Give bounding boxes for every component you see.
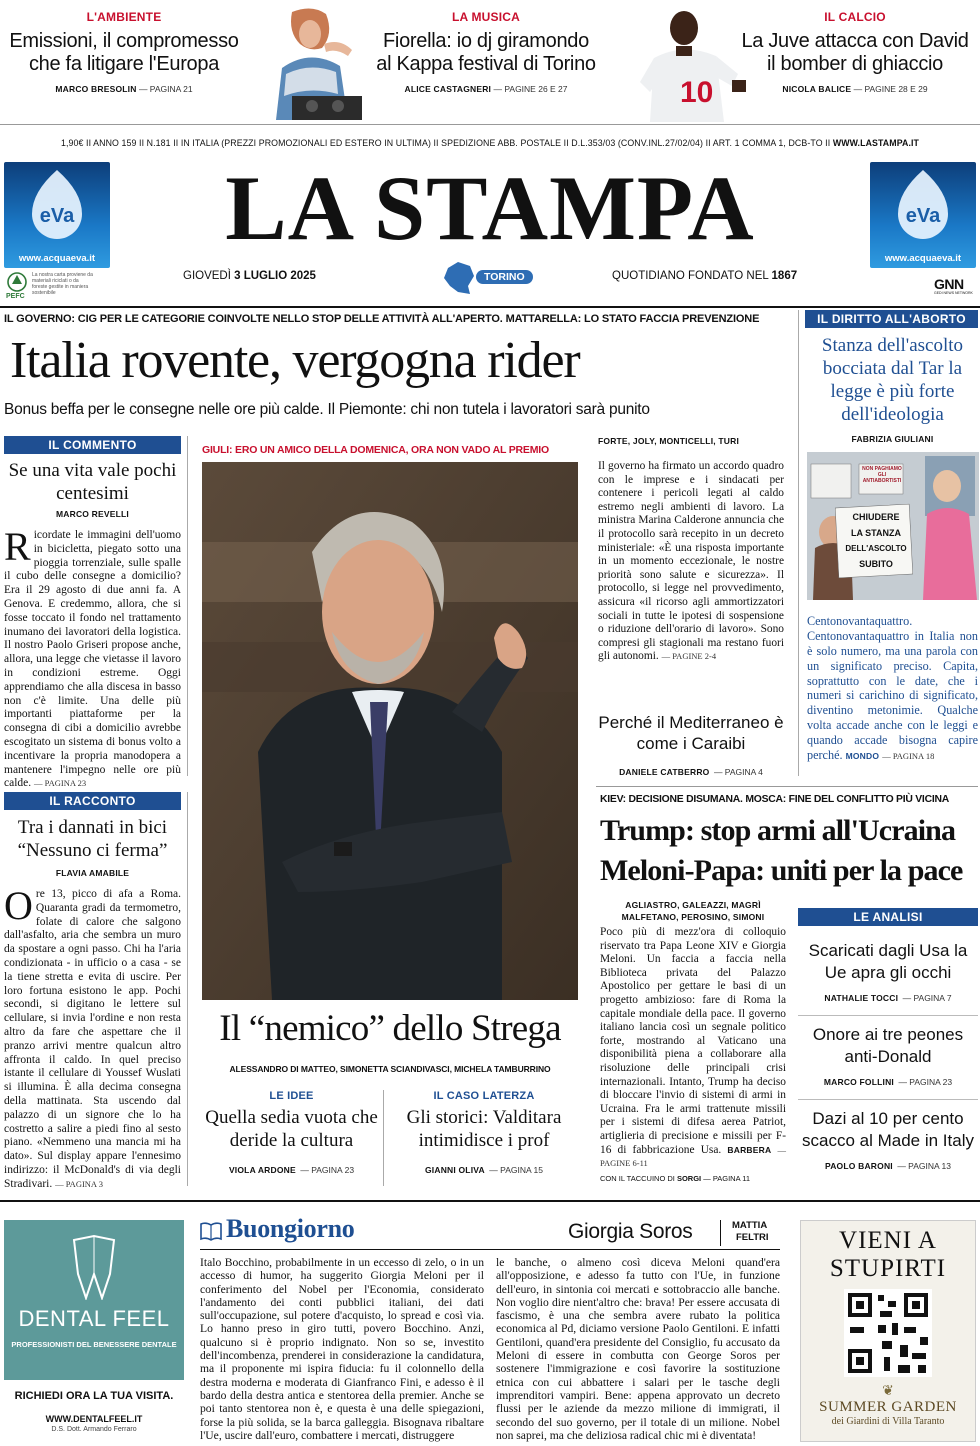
sign-line-3: DELL'ASCOLTO: [845, 544, 907, 553]
racconto-body: re 13, picco di afa a Roma. Quaranta gradi da termometro, folate di calore che salgono dall'asfalto, aria che sembra un muro da spostare a ogni passo. Chi ha l'aria condizionata - in ufficio o a casa - se la tiene stretta e evita di uscire. Per loro fortuna esistono le app. Pochi secondi, si digitano le lettere sul cellulare, si invia l'ordine e non resta altro da fare che aspettare che il pranzo arrivi mentre qualcun altro affronta il caldo. In quel preciso istante il cellulare di Youssef Wuslati si illumina. È alla decima consegna della mattinata. Sta uscendo dal palazzo di un signore che lo ha costretto a salire a piedi fino al sesto piano. «Nemmeno una mancia mi ha dato». Sul display appare l'ennesimo indirizzo: il McDonald's di via degli Stradivari.: [4, 888, 181, 1190]
analisi-sep: [798, 1015, 978, 1016]
idee-author: VIOLA ARDONE: [228, 1165, 296, 1175]
ukraine-headline-1[interactable]: Trump: stop armi all'Ucraina: [600, 814, 956, 847]
pefc-block: [4, 272, 104, 302]
masthead-divider: [0, 306, 980, 308]
pefc-text: La nostra carta proviene da materiali riciclati o da foreste gestite in maniera sostenibile: [32, 272, 93, 296]
analisi-item-1[interactable]: [798, 940, 978, 1006]
commento-box[interactable]: [4, 436, 188, 790]
teaser-kicker: LA MUSICA: [451, 10, 521, 24]
garden-line-1: VIENI A: [839, 1227, 937, 1254]
analisi-title: Onore ai tre peones anti-Donald: [812, 1025, 964, 1066]
eva-logo-icon: [4, 162, 110, 248]
garden-brand: SUMMER GARDEN: [819, 1399, 957, 1415]
racconto-page: — PAGINA 3: [55, 1178, 103, 1189]
buongiorno-col-1: Italo Bocchino, probabilmente in un eccesso di zelo, o in un accesso di humor, ha suggerito Giorgia Meloni per il conferimento del Nobel per l'Economia, considerato l'andamento dei conti pubblici italiani, dei dati sull'occupazione, sul potere d'acquisto, lo spread e così via. Lo hanno preso in giro tutti, povero Bocchino. Anzi, qualcuno si è proprio indignato. Non so se, investito dell'incombenza, prenderei in considerazione la candidatura, ma il proponente mi ispira fiducia: fu il colonnello della destra moderna e moderata di Gianfranco Fini, e adesso è il bardo della destra antica e stentorea della premier. Anche se poi tanto stentorea non è, e questa è una delle spiegazioni, forse la più solida, se la barca galleggia. Bisognava ribaltare l'Ue, uscire dall'euro, combattere i mercati, distruggere: [200, 1256, 484, 1442]
ukraine-author-end: BARBERA: [727, 1144, 772, 1155]
aborto-title: Stanza dell'ascolto bocciata dal Tar la legge è più forte dell'ideologia: [821, 335, 964, 425]
buongiorno-subject: Giorgia Soros: [568, 1220, 693, 1243]
buongiorno-author-1: MATTIA: [732, 1220, 768, 1231]
site-link[interactable]: WWW.LASTAMPA.IT: [832, 138, 920, 148]
edition-block[interactable]: [440, 258, 540, 298]
buongiorno-col-2: le banche, o almeno così diceva Meloni quand'era all'opposizione, e adesso fa tutto con l'Ue, in funzione dell'euro, in sintonia coi mercati e sottobraccio alle banche. Non voglio dire nient'altro che: brava! Per essere accusata di fascismo, è una che sembra avere rubato la politica economica al Pd, diciamo versione Paolo Gentiloni. E infatti Gentiloni, quand'era presidente del Consiglio, fu accusato da Meloni di essere in combutta con George Soros per sostenere l'immigrazione e così favorire la sostituzione etnica con cui abbattere i salari per le tasche degli imprenditori vampiri. Bene: appena approvato un decreto flussi per le aziende da mezzo milione di immigrati, il secondo del suo governo, per il totale di un milione. Nobel non saprei, ma che deliziosa radical chic mi è diventata!: [496, 1256, 780, 1442]
teaser-page: — PAGINE 28 E 29: [853, 84, 928, 94]
ad-summer-garden[interactable]: [800, 1220, 976, 1442]
info-line: [40, 138, 940, 148]
aborto-author: FABRIZIA GIULIANI: [851, 434, 934, 444]
lead-text: [598, 460, 784, 664]
analisi-title: Scaricati dagli Usa la Ue apra gli occhi: [808, 941, 968, 982]
founded-label: QUOTIDIANO FONDATO NEL: [612, 270, 769, 282]
masthead-date: [183, 270, 316, 282]
aborto-author2: MONDO: [845, 750, 880, 761]
taccuino-prefix: CON IL TACCUINO DI: [600, 1173, 675, 1183]
teaser-title: Fiorella: io dj giramondo al Kappa festival di Torino: [376, 30, 596, 75]
lead-subtitle: Bonus beffa per le consegne nelle ore più calde. Il Piemonte: chi non tutela i lavoratori sarà punito: [4, 401, 650, 418]
dental-dir: D.S. Dott. Armando Ferraro: [51, 1426, 137, 1433]
mediterraneo-box[interactable]: [596, 712, 786, 778]
mediterraneo-page: — PAGINA 4: [713, 767, 763, 777]
pefc-label: PEFC: [6, 293, 25, 300]
ad-eva-right[interactable]: [870, 162, 976, 268]
sign-small: NON PAGHIAMO GLI ANTIABORTISTI: [862, 466, 902, 484]
info-text: 1,90€ II ANNO 159 II N.181 II IN ITALIA (PREZZI PROMOZIONALI ED ESTERO IN ULTIMA) II SPEDIZIONE ABB. POSTALE II D.L.353/03 (CONV.INL.27/02/04) II ART. 1 COMMA 1, DCB-TO II: [60, 138, 831, 148]
aborto-box[interactable]: [798, 310, 978, 776]
tooth-feather-icon: [64, 1234, 124, 1300]
teaser-title: La Juve attacca con David il bomber di ghiaccio: [741, 30, 969, 75]
dental-brand: DENTAL FEEL: [18, 1306, 170, 1331]
ukraine-text: [600, 926, 786, 1171]
teaser-page: — PAGINE 26 E 27: [493, 84, 568, 94]
idee-label: LE IDEE: [269, 1090, 314, 1102]
sign-line-2: LA STANZA: [851, 528, 901, 538]
taccuino-page: — PAGINA 11: [703, 1173, 751, 1183]
analisi-author: MARCO FOLLINI: [823, 1077, 894, 1087]
eva-brand: eVa: [39, 205, 75, 227]
date-weekday: GIOVEDÌ: [183, 270, 231, 282]
top-divider: [0, 124, 980, 125]
buongiorno-sep: [720, 1220, 721, 1246]
analisi-author: PAOLO BARONI: [824, 1161, 893, 1171]
strega-headline[interactable]: Il “nemico” dello Strega: [219, 1008, 561, 1049]
commento-title: Se una vita vale pochi centesimi: [8, 460, 177, 504]
buongiorno-author-2: FELTRI: [736, 1232, 769, 1243]
racconto-label: IL RACCONTO: [4, 792, 181, 810]
qr-code-icon: [844, 1289, 932, 1377]
analisi-author: NATHALIE TOCCI: [824, 993, 899, 1003]
garden-leaf-icon: ❦: [882, 1382, 894, 1398]
pefc-tree-icon: [6, 272, 28, 292]
lead-authors: FORTE, JOLY, MONTICELLI, TURI: [598, 436, 740, 446]
jersey-number: 10: [680, 76, 714, 109]
idee-page: — PAGINA 23: [300, 1165, 355, 1175]
buongiorno-header: [200, 1214, 780, 1250]
racconto-box[interactable]: [4, 792, 188, 1190]
laterza-label: IL CASO LATERZA: [433, 1090, 535, 1102]
masthead-title[interactable]: LA STAMPA: [225, 157, 755, 259]
analisi-page: — PAGINA 13: [897, 1161, 952, 1171]
commento-text: [4, 524, 181, 791]
idee-title: Quella sedia vuota che deride la cultura: [205, 1107, 378, 1151]
ukraine-body: Poco più di mezz'ora di colloquio riservato tra Papa Leone XIV e Giorgia Meloni. Un faccia a faccia nella Biblioteca privata del Palazzo Apostolico per gettare le basi di un progetto ambizioso: fare di Roma la capitale mondiale della pace. Il governo italiano lancia così un segnale politico forte, mostrando al Vaticano una disponibilità piena a collaborare alla risoluzione delle principali crisi internazionali. Intanto, Trump ha deciso di bloccare l'invio di sistemi di armi in Ucraina. Fra le armi trattenute missili per i sistemi di difesa aerea Patriot, artiglieria di precisione e missili per F-16 di fabbricazione Usa.: [600, 926, 786, 1156]
lead-headline[interactable]: Italia rovente, vergogna rider: [10, 332, 580, 389]
teaser-author: MARCO BRESOLIN: [55, 84, 137, 94]
analisi-title: Dazi al 10 per cento scacco al Made in Italy: [802, 1109, 974, 1150]
racconto-title: Tra i dannati in bici “Nessuno ci ferma”: [17, 817, 168, 861]
teaser-page: — PAGINA 21: [138, 84, 193, 94]
aborto-label: IL DIRITTO ALL'ABORTO: [805, 310, 978, 328]
eva-url: www.acquaeva.it: [18, 253, 96, 264]
analisi-sep: [798, 1099, 978, 1100]
analisi-item-3[interactable]: [798, 1108, 978, 1174]
commento-dropcap: R: [4, 524, 31, 569]
ukraine-article[interactable]: [600, 900, 786, 1188]
commento-label: IL COMMENTO: [4, 436, 181, 454]
gnn-sub: GEDI NEWS NETWORK: [934, 291, 973, 295]
gnn-label: GNN: [934, 276, 964, 292]
idee-box[interactable]: [200, 1090, 384, 1186]
garden-line-2: STUPIRTI: [829, 1255, 947, 1282]
top-teaser-ambiente[interactable]: [0, 6, 248, 104]
ad-eva-left[interactable]: [4, 162, 110, 268]
analisi-label: LE ANALISI: [798, 908, 978, 926]
garden-sub: dei Giardini di Villa Taranto: [831, 1416, 945, 1427]
teaser-author: ALICE CASTAGNERI: [404, 84, 492, 94]
lead-article[interactable]: [598, 436, 784, 692]
teaser-title: Emissioni, il compromesso che fa litigare l'Europa: [9, 30, 239, 75]
aborto-page: — PAGINA 18: [882, 750, 935, 761]
bottom-divider: [0, 1200, 980, 1202]
analisi-box: [798, 908, 978, 1186]
dental-tagline: PROFESSIONISTI DEL BENESSERE DENTALE: [11, 1340, 177, 1349]
ukraine-divider: [596, 786, 978, 787]
lead-kicker: IL GOVERNO: CIG PER LE CATEGORIE COINVOLTE NELLO STOP DELLE ATTIVITÀ ALL'APERTO. MATTARELLA: LO STATO FACCIA PREVENZIONE: [4, 313, 760, 325]
ukraine-headline-2[interactable]: Meloni-Papa: uniti per la pace: [600, 854, 963, 887]
lead-body: Il governo ha firmato un accordo quadro con le imprese e i sindacati per contenere i pericoli legati al caldo estremo negli ambienti di lavoro. La ministra Marina Calderone annuncia che il protocollo sarà recepito in un decreto ministeriale: «È una risposta importante in un momento eccezionale, le nostre priorità sono salute e sicurezza». Il protocollo, si legge nel provvedimento, assicura «il ricorso agli ammortizzatori sociali in tutte le ipotesi di sospensione o riduzione dell'orario di lavoro». Sono compresi gli stagionali ma restano fuori gli autonomi.: [598, 460, 784, 663]
taccuino-author: SORGI: [676, 1173, 702, 1183]
racconto-author: FLAVIA AMABILE: [55, 868, 130, 878]
aborto-body: Centonovantaquattro. Centonovantaquattro in Italia non è solo numero, ma una parola con un significato preciso. Capita, soprattutto con le date, che i numeri si carichino di significato, diventino metonimie. Qualche volta accade anche con le leggi e quando accade bisogna capire perché.: [807, 614, 978, 762]
teaser-kicker: IL CALCIO: [824, 10, 886, 24]
sign-line-4: SUBITO: [859, 559, 893, 569]
buongiorno-column[interactable]: [200, 1214, 780, 1444]
musician-photo: [252, 4, 370, 120]
masthead-founded: [612, 270, 797, 282]
date-value: 3 LUGLIO 2025: [234, 270, 316, 282]
founded-year: 1867: [771, 270, 798, 282]
giuli-photo: [202, 462, 578, 1000]
ukraine-authors-2: MALFETANO, PEROSINO, SIMONI: [621, 912, 765, 922]
top-teaser-calcio[interactable]: [730, 6, 980, 104]
ukraine-authors-1: AGLIASTRO, GALEAZZI, MAGRÌ: [625, 900, 761, 910]
laterza-page: — PAGINA 15: [489, 1165, 543, 1175]
gnn-logo: [934, 276, 978, 295]
buongiorno-title: Buongiorno: [226, 1214, 355, 1243]
aborto-text: [807, 614, 978, 763]
dental-url: WWW.DENTALFEEL.IT: [45, 1414, 143, 1424]
ukraine-kicker: KIEV: DECISIONE DISUMANA. MOSCA: FINE DEL CONFLITTO PIÙ VICINA: [600, 794, 949, 805]
laterza-title: Gli storici: Valditara intimidisce i prof: [406, 1107, 562, 1151]
strega-authors: ALESSANDRO DI MATTEO, SIMONETTA SCIANDIVASCI, MICHELA TAMBURRINO: [229, 1064, 551, 1074]
analisi-page: — PAGINA 23: [898, 1077, 953, 1087]
mediterraneo-author: DANIELE CATBERRO: [619, 767, 710, 777]
ad-dental-feel[interactable]: [4, 1220, 184, 1442]
commento-author: MARCO REVELLI: [56, 509, 129, 519]
analisi-item-2[interactable]: [798, 1024, 978, 1090]
racconto-text: [4, 883, 181, 1192]
laterza-author: GIANNI OLIVA: [424, 1165, 485, 1175]
strega-kicker: GIULI: ERO UN AMICO DELLA DOMENICA, ORA NON VADO AL PREMIO: [202, 444, 549, 456]
racconto-dropcap: O: [4, 883, 33, 928]
laterza-box[interactable]: [390, 1090, 578, 1186]
sign-line-1: CHIUDERE: [852, 512, 900, 522]
mediterraneo-title: Perché il Mediterraneo è come i Caraibi: [598, 713, 784, 753]
commento-body: icordate le immagini dell'uomo in bicicletta, piegato sotto una pioggia torrenziale, sulle spalle il cubo delle consegne a domicilio? Era il 29 agosto di due anni fa. A Genova. E credemmo, allora, che si fosse toccato il fondo nel trattamento inumano dei lavoratori della logistica. Il nostro Paolo Griseri propose anche, allora, una legge che vietasse il lavoro in condizioni estreme. Oggi apprendiamo che alla discesa in basso non c'è limite. Una delle più importanti piattaforme per la consegna di cibi a domicilio avrebbe escogitato un sistema di bonus volto a incentivare la propria manodopera a mantenere l'impegno nelle ore più calde.: [4, 529, 181, 790]
eva-url: www.acquaeva.it: [884, 253, 962, 264]
piemonte-map-icon: [440, 258, 480, 298]
commento-page: — PAGINA 23: [34, 778, 87, 789]
dental-cta: RICHIEDI ORA LA TUA VISITA.: [14, 1390, 174, 1402]
book-icon: [200, 1220, 222, 1242]
eva-brand: eVa: [905, 205, 941, 227]
teaser-kicker: L'AMBIENTE: [86, 10, 162, 24]
lead-page: — PAGINE 2-4: [661, 651, 717, 662]
teaser-author: NICOLA BALICE: [782, 84, 852, 94]
aborto-photo: [807, 452, 979, 600]
top-teaser-musica[interactable]: [370, 6, 602, 104]
eva-logo-icon: [870, 162, 976, 248]
ukraine-page: — PAGINE 6-11: [600, 1144, 786, 1169]
edition-city: TORINO: [476, 270, 533, 284]
analisi-page: — PAGINA 7: [902, 993, 952, 1003]
